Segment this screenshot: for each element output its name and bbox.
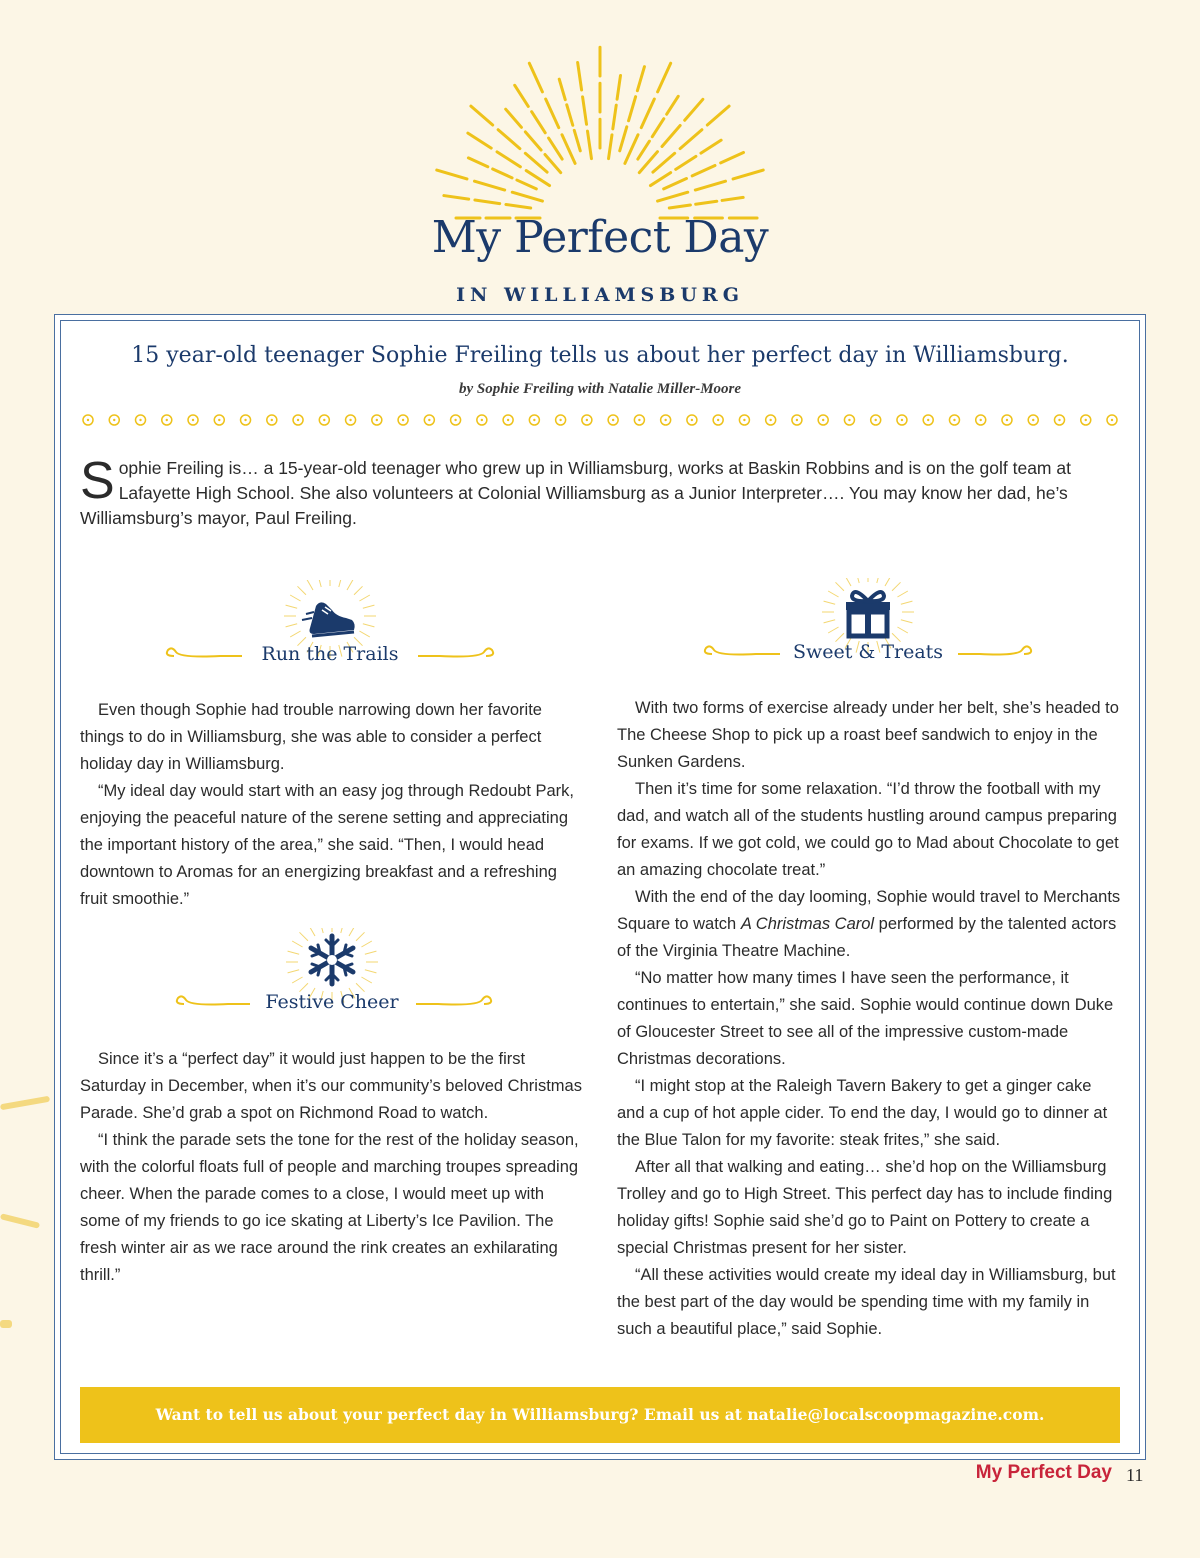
divider-dot-center	[769, 419, 771, 421]
background-stroke	[0, 1213, 40, 1228]
snowflake-icon	[311, 936, 353, 984]
sun-ray	[545, 155, 561, 173]
sun-ray	[721, 152, 744, 162]
divider-dot-center	[218, 419, 220, 421]
sun-ray	[512, 192, 542, 201]
divider-dot-center	[87, 419, 89, 421]
call-to-action-banner: Want to tell us about your perfect day in Williamsburg? Email us at natalie@localscoopmagazine.com.	[80, 1387, 1120, 1443]
sun-ray	[529, 63, 542, 92]
sunburst-ornament	[380, 40, 820, 220]
drop-cap: S	[80, 452, 115, 510]
halo-ray	[824, 601, 836, 604]
divider-dot-center	[901, 419, 903, 421]
halo-ray	[901, 601, 913, 604]
divider-dot-center	[559, 419, 561, 421]
footer-section-title: My Perfect Day	[975, 1462, 1112, 1483]
background-stroke	[0, 1320, 12, 1328]
article-deck: 15 year-old teenager Sophie Freiling tells us about her perfect day in Williamsburg.	[131, 343, 1069, 368]
paragraph: “I might stop at the Raleigh Tavern Bakery to get a ginger cake and a cup of hot apple cider. To end the day, I would go to dinner at the Blue Talon for my favorite: steak frites,” she said.	[617, 1077, 1108, 1149]
sun-ray	[695, 181, 725, 190]
sun-ray	[733, 170, 763, 179]
section-heading-label: Run the Trails	[261, 643, 399, 665]
divider-dot-center	[139, 419, 141, 421]
sun-ray	[658, 192, 688, 201]
sun-ray	[546, 99, 559, 128]
halo-ray	[299, 932, 307, 940]
paragraph: “I think the parade sets the tone for the rest of the holiday season, with the colorful floats full of people and marching troupes spreading cheer. When the parade comes to a close, I would meet up with some of my friends to go ice skating at Liberty’s Ice Pavilion. The fresh winter air as we race around the rink creates an exhilarating thrill.”	[80, 1131, 579, 1284]
sun-ray	[676, 156, 696, 169]
sun-ray	[692, 165, 715, 175]
sun-ray	[667, 96, 679, 114]
sun-ray	[567, 105, 573, 125]
text-run: With the end of the day looming, Sophie would travel to Merchants Square to watch	[617, 888, 1121, 933]
divider-dot-center	[664, 419, 666, 421]
halo-ray	[288, 970, 300, 973]
sun-ray	[613, 105, 616, 129]
halo-ray	[309, 928, 315, 936]
halo-ray	[318, 580, 321, 587]
divider-dot-center	[953, 419, 955, 421]
section-ornament	[698, 578, 1038, 678]
halo-ray	[365, 970, 377, 973]
sun-ray	[609, 135, 612, 159]
halo-ray	[356, 932, 364, 940]
divider-dot-center	[244, 419, 246, 421]
paragraph: With two forms of exercise already under her belt, she’s headed to The Cheese Shop to pick up a roast beef sandwich to enjoy in the Sunken Gardens.	[617, 699, 1119, 771]
section-ornament	[162, 928, 502, 1028]
sun-ray	[493, 169, 512, 178]
sun-ray	[680, 130, 702, 149]
sun-ray	[475, 200, 500, 204]
sun-ray	[506, 109, 522, 127]
sun-ray	[650, 173, 670, 186]
divider-dot-center	[691, 419, 693, 421]
halo-ray	[341, 928, 344, 933]
halo-ray	[286, 624, 298, 627]
divider-dot-center	[271, 419, 273, 421]
dotted-divider	[80, 412, 1120, 428]
sun-ray	[701, 140, 721, 153]
page-subtitle: IN WILLIAMSBURG	[456, 284, 744, 306]
sun-ray	[685, 99, 703, 120]
sun-ray	[669, 205, 690, 208]
divider-dot-center	[428, 419, 430, 421]
sun-ray	[471, 106, 493, 125]
running-shoe-icon	[302, 602, 355, 636]
intro-text: ophie Freiling is… a 15-year-old teenager who grew up in Williamsburg, works at Baskin Robbins and is on the golf team at Lafayette High School. She also volunteers at Colonial Williamsburg as a Junior Interpreter…. You may know her dad, he’s Williamsburg’s mayor, Paul Freiling.	[80, 458, 1071, 528]
divider-dot-center	[402, 419, 404, 421]
section-heading-festive-cheer	[162, 928, 502, 1028]
halo-ray	[885, 578, 891, 586]
divider-dot-center	[192, 419, 194, 421]
divider-dot-center	[874, 419, 876, 421]
divider-dot-center	[297, 419, 299, 421]
halo-ray	[359, 595, 369, 601]
sun-ray	[638, 141, 650, 159]
halo-ray	[292, 941, 302, 947]
halo-ray	[290, 595, 300, 601]
sun-ray	[588, 131, 592, 158]
divider-dot-center	[743, 419, 745, 421]
column-run-the-trails	[80, 697, 585, 913]
sun-ray	[583, 97, 587, 124]
section-heading-sweet-treats	[698, 578, 1038, 678]
sun-ray	[641, 99, 654, 128]
divider-dot-center	[927, 419, 929, 421]
column-sweet-treats	[617, 695, 1122, 1343]
halo-ray	[856, 578, 859, 583]
halo-ray	[363, 605, 375, 608]
halo-ray	[297, 586, 305, 594]
halo-ray	[897, 591, 907, 597]
divider-dot-center	[1006, 419, 1008, 421]
paragraph: Then it’s time for some relaxation. “I’d throw the football with my dad, and watch all of the students hustling around campus preparing for exams. If we got cold, we could go to Mad about Chocolate to get an amazing chocolate treat.”	[617, 780, 1119, 879]
sun-ray	[696, 201, 717, 204]
sun-ray	[474, 181, 504, 190]
sun-ray	[525, 153, 547, 172]
halo-ray	[288, 951, 300, 954]
divider-dot-center	[113, 419, 115, 421]
sun-ray	[562, 135, 575, 164]
intro-paragraph	[80, 452, 1120, 531]
divider-dot-center	[1111, 419, 1113, 421]
halo-ray	[292, 977, 302, 983]
halo-ray	[286, 605, 298, 608]
sun-ray	[658, 63, 671, 92]
sun-ray	[620, 127, 627, 151]
halo-ray	[361, 977, 371, 983]
sun-ray	[498, 130, 520, 149]
halo-ray	[897, 627, 907, 633]
sun-ray	[652, 119, 664, 137]
divider-dot-center	[796, 419, 798, 421]
sun-ray	[559, 79, 565, 99]
divider-dot-center	[822, 419, 824, 421]
halo-ray	[877, 578, 880, 583]
halo-ray	[349, 928, 355, 936]
halo-ray	[359, 631, 369, 637]
halo-ray	[901, 620, 913, 623]
divider-dot-center	[717, 419, 719, 421]
halo-ray	[320, 928, 323, 933]
divider-dot-center	[166, 419, 168, 421]
sun-ray	[662, 125, 680, 146]
sun-ray	[515, 85, 529, 106]
halo-ray	[365, 951, 377, 954]
sun-ray	[525, 132, 541, 150]
sun-ray	[506, 204, 531, 208]
page-title: My Perfect Day	[431, 212, 769, 263]
halo-ray	[290, 631, 300, 637]
sun-ray	[629, 97, 636, 121]
divider-dot-center	[638, 419, 640, 421]
sun-ray	[578, 63, 582, 90]
sun-ray	[437, 170, 467, 179]
article-byline: by Sophie Freiling with Natalie Miller-Moore	[458, 381, 742, 397]
halo-ray	[347, 580, 353, 590]
halo-ray	[361, 941, 371, 947]
paragraph: Even though Sophie had trouble narrowing down her favorite things to do in Williamsburg, she was able to consider a perfect holiday day in Williamsburg.	[80, 701, 542, 773]
sun-ray	[617, 75, 620, 99]
divider-dot-center	[980, 419, 982, 421]
halo-ray	[307, 580, 313, 590]
sun-ray	[637, 67, 644, 91]
paragraph: After all that walking and eating… she’d hop on the Williamsburg Trolley and go to High Street. This perfect day has to include finding holiday gifts! Sophie said she’d go to Paint on Pottery to create a special Christmas present for her sister.	[617, 1158, 1113, 1257]
sun-ray	[468, 133, 491, 148]
sun-ray	[574, 130, 580, 150]
halo-ray	[339, 580, 342, 587]
section-heading-run-the-trails	[160, 580, 500, 680]
divider-dot-center	[481, 419, 483, 421]
divider-dot-center	[612, 419, 614, 421]
divider-dot-center	[507, 419, 509, 421]
divider-dot-center	[454, 419, 456, 421]
text-run: performed by the talented actors of the Virginia Theatre Machine.	[617, 915, 1117, 960]
sun-ray	[664, 179, 687, 189]
paragraph: “All these activities would create my ideal day in Williamsburg, but the best part of the day would be spending time with my family in such a beautiful place,” said Sophie.	[617, 1266, 1116, 1338]
background-stroke	[0, 1096, 50, 1111]
divider-dot-center	[376, 419, 378, 421]
divider-dot-center	[349, 419, 351, 421]
section-heading-label: Sweet & Treats	[792, 641, 944, 663]
section-heading-label: Festive Cheer	[265, 991, 399, 1013]
paragraph: Since it’s a “perfect day” it would just happen to be the first Saturday in December, when it’s our community’s beloved Christmas Parade. She’d grab a spot on Richmond Road to watch.	[80, 1050, 582, 1122]
play-title: A Christmas Carol	[740, 915, 875, 933]
column-festive-cheer	[80, 1046, 585, 1289]
halo-ray	[835, 582, 843, 590]
gift-icon	[846, 592, 890, 636]
sun-ray	[517, 180, 536, 189]
divider-dot-center	[323, 419, 325, 421]
divider-dot-center	[1085, 419, 1087, 421]
page-number: 11	[1126, 1465, 1144, 1485]
paragraph: “My ideal day would start with an easy jog through Redoubt Park, enjoying the peaceful nature of the serene setting and appreciating the important history of the area,” she said. “Then, I would head downtown to Aromas for an energizing breakfast and a refreshing fruit smoothie.”	[80, 782, 575, 908]
divider-dot-center	[1032, 419, 1034, 421]
halo-ray	[828, 591, 838, 597]
paragraph	[617, 884, 1122, 965]
sun-ray	[722, 197, 743, 200]
halo-ray	[824, 620, 836, 623]
sun-ray	[707, 106, 729, 125]
paragraph: “No matter how many times I have seen the performance, it continues to entertain,” she said. Sophie would continue down Duke of Gloucester Street to see all of the impressive custom-made Christmas decorations.	[617, 969, 1114, 1068]
sun-ray	[444, 196, 469, 200]
sun-ray	[549, 138, 563, 159]
halo-ray	[363, 624, 375, 627]
divider-dot-center	[1058, 419, 1060, 421]
section-ornament	[160, 580, 500, 680]
halo-ray	[354, 586, 362, 594]
halo-ray	[892, 582, 900, 590]
halo-ray	[828, 627, 838, 633]
divider-dot-center	[848, 419, 850, 421]
sun-ray	[625, 135, 638, 164]
sun-ray	[653, 153, 675, 172]
halo-ray	[845, 578, 851, 586]
divider-dot-center	[533, 419, 535, 421]
sun-ray	[532, 112, 546, 133]
sun-ray	[468, 158, 487, 167]
divider-dot-center	[586, 419, 588, 421]
sun-ray	[497, 152, 520, 167]
